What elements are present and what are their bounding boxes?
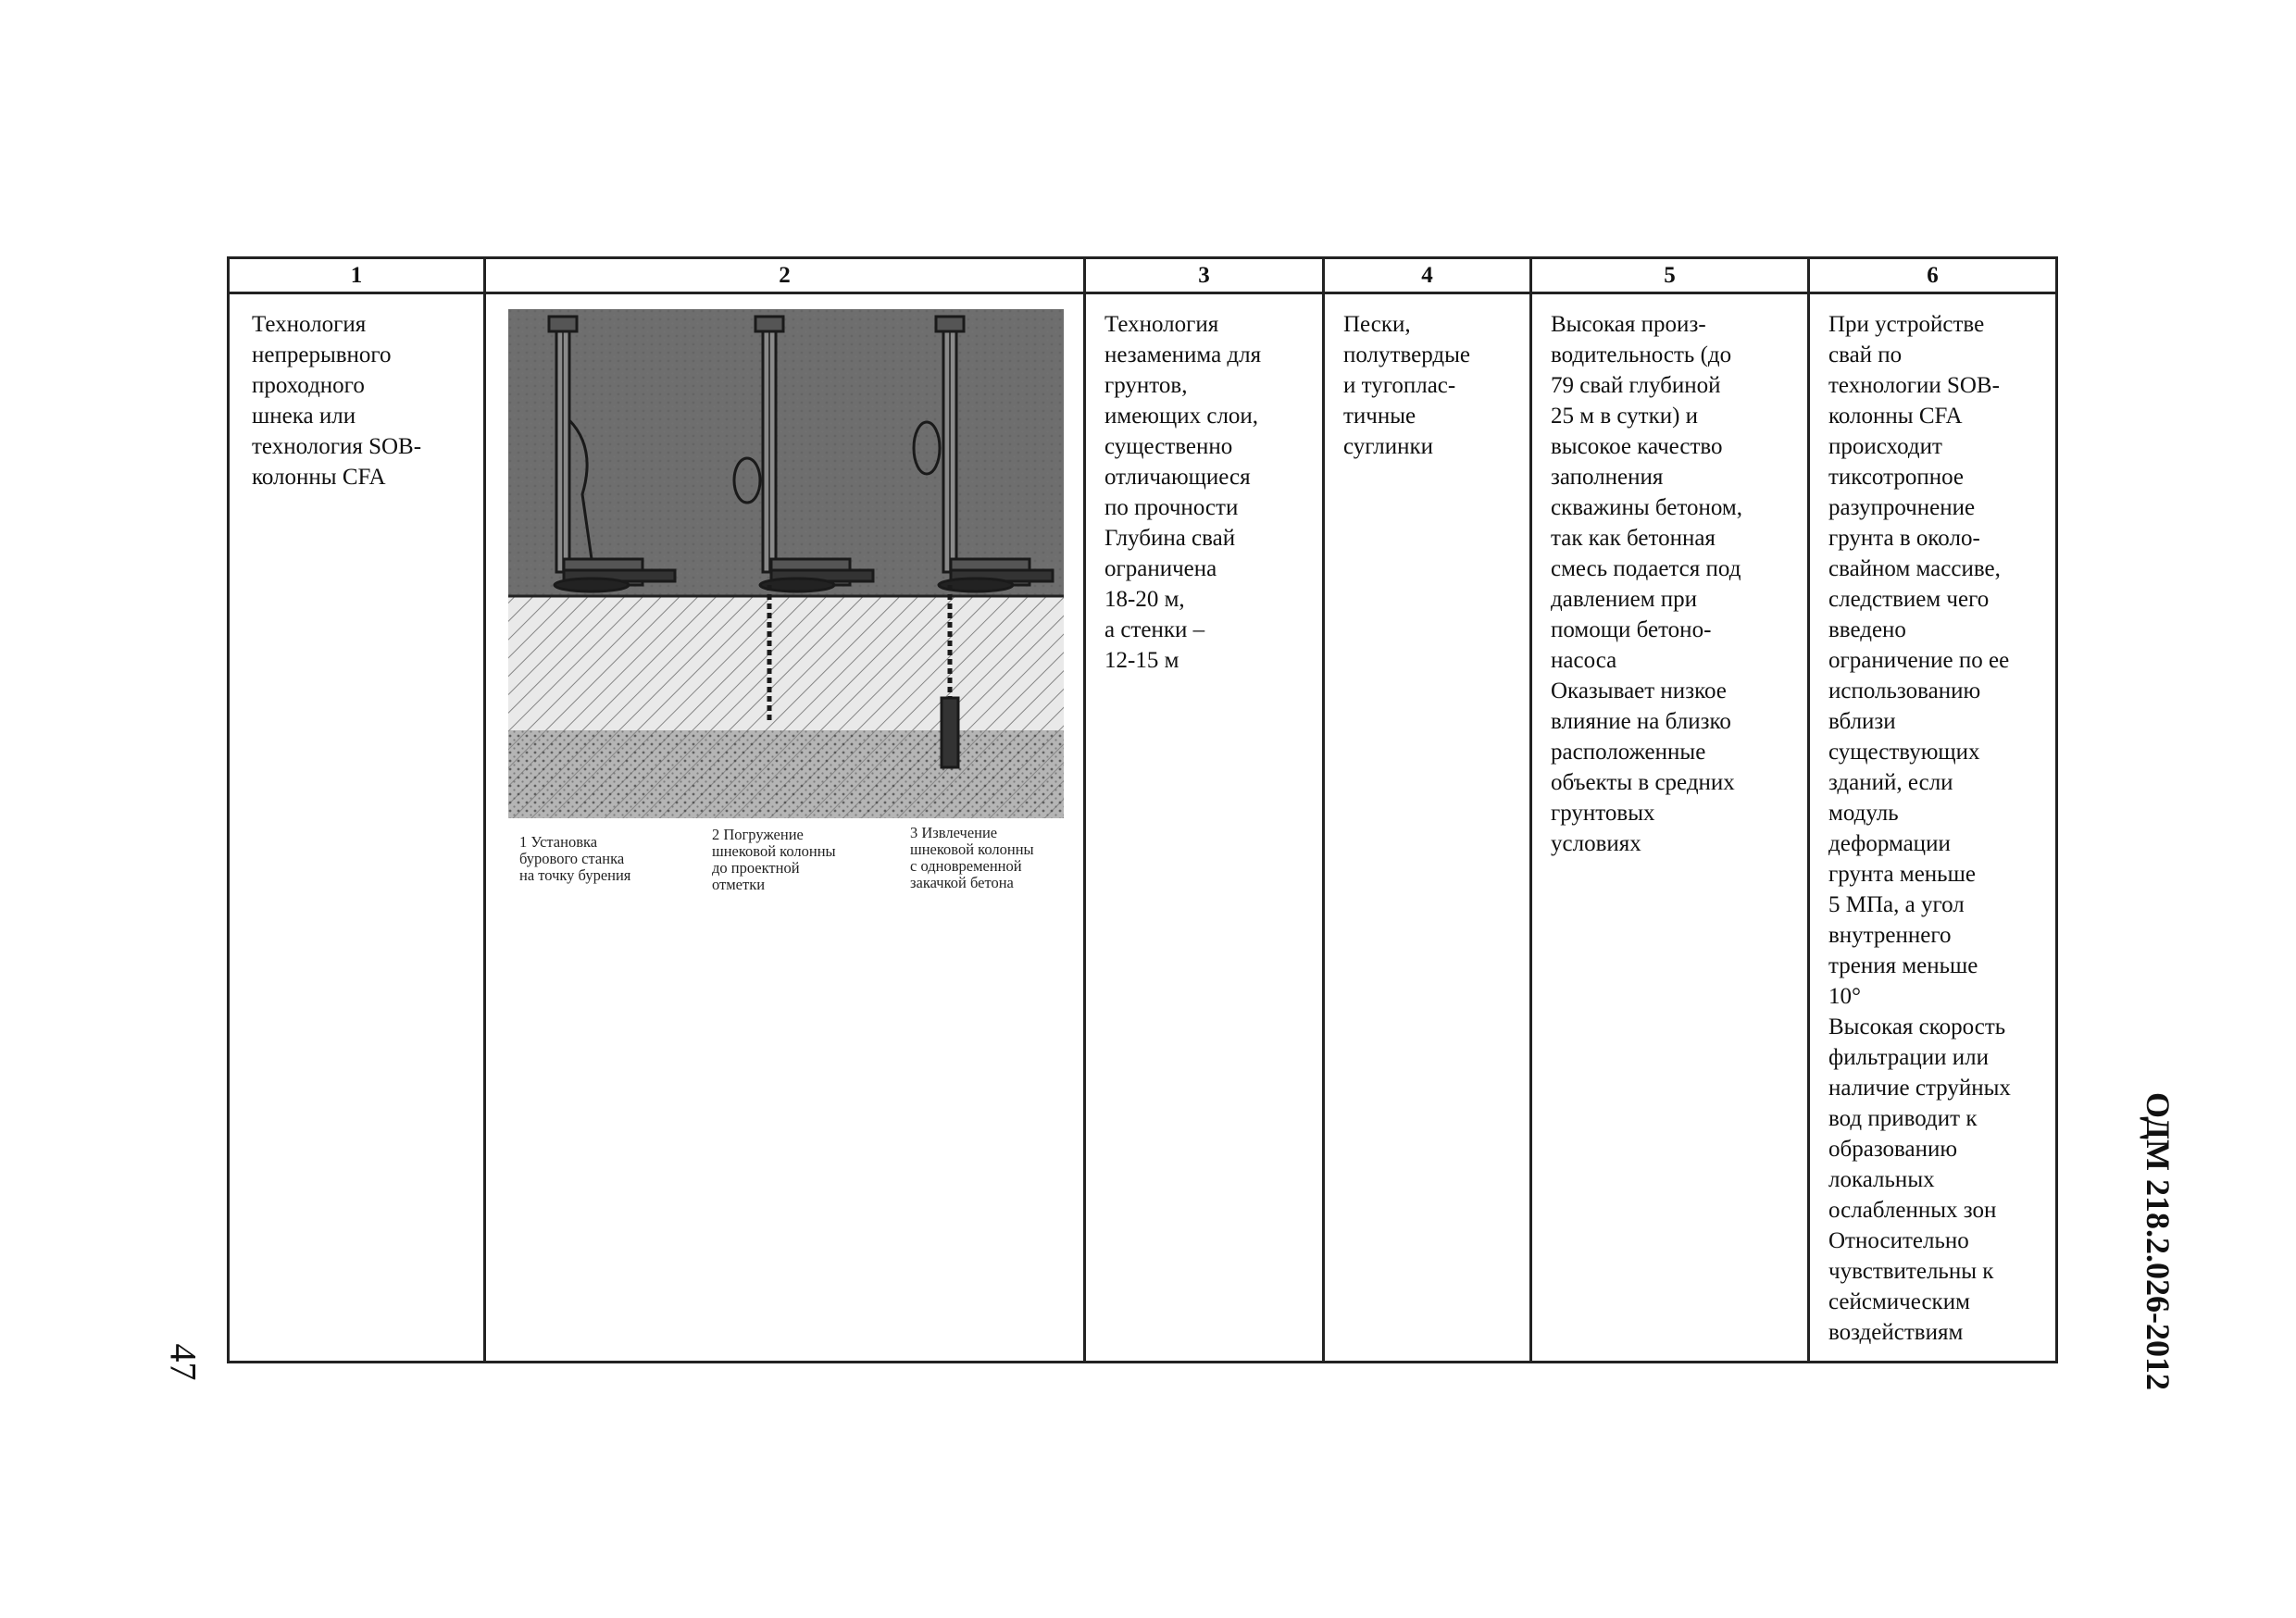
column-header-6: 6: [1809, 258, 2057, 293]
advantages-text: Высокая произ- водительность (до 79 свай глубиной 25 м в сутки) и высокое качество заполнения скважины бетоном, так как бетонная смесь подается под давлением при помощи бетоно- насоса Оказывает низкое влияние на близко расположенные объекты в средних грунтовых условиях: [1551, 312, 1742, 856]
column-header-1: 1: [229, 258, 485, 293]
page-number: 47: [162, 1343, 205, 1381]
document-code: ОДМ 218.2.026-2012: [2139, 1092, 2177, 1390]
figure-cell: [485, 293, 1085, 1363]
limitations-cell: [1809, 293, 2057, 1363]
method-text: Технология непрерывного проходного шнека или технология SOB- колонны CFA: [252, 312, 422, 490]
column-header-4: 4: [1324, 258, 1531, 293]
table-row: [229, 293, 2057, 1363]
table-header-row: [229, 258, 2057, 293]
conditions-text: Технология незаменима для грунтов, имеющих слои, существенно отличающиеся по прочности Глубина свай ограничена 18-20 м, а стенки – 12-15 м: [1104, 312, 1262, 673]
figure-caption-step-1: 1 Установка бурового станка на точку бурения: [519, 833, 631, 884]
column-header-3: 3: [1085, 258, 1324, 293]
cfa-figure: [486, 294, 1083, 1361]
figure-caption-step-2: 2 Погружение шнековой колонны до проектной отметки: [712, 826, 836, 893]
method-cell: [229, 293, 485, 1363]
soils-text: Пески, полутвердые и тугоплас- тичные суглинки: [1343, 312, 1470, 459]
methods-table: [227, 256, 2058, 1363]
advantages-cell: [1531, 293, 1809, 1363]
soils-cell: [1324, 293, 1531, 1363]
figure-caption-step-3: 3 Извлечение шнековой колонны с одновременной закачкой бетона: [910, 824, 1034, 891]
column-header-2: 2: [485, 258, 1085, 293]
column-header-5: 5: [1531, 258, 1809, 293]
conditions-cell: [1085, 293, 1324, 1363]
limitations-text: При устройстве свай по технологии SOB- колонны CFA происходит тиксотропное разупрочнение грунта в около- свайном массиве, следствием чего введено ограничение по ее использованию вблизи существующих зданий, если модуль деформации грунта меньше 5 МПа, а угол внутреннего трения меньше 10° Высокая скорость фильтрации или наличие струйных вод приводит к образованию локальных ослабленных зон Относительно чувствительны к сейсмическим воздействиям: [1828, 312, 2011, 1345]
cfa-process-illustration: [508, 309, 1064, 874]
